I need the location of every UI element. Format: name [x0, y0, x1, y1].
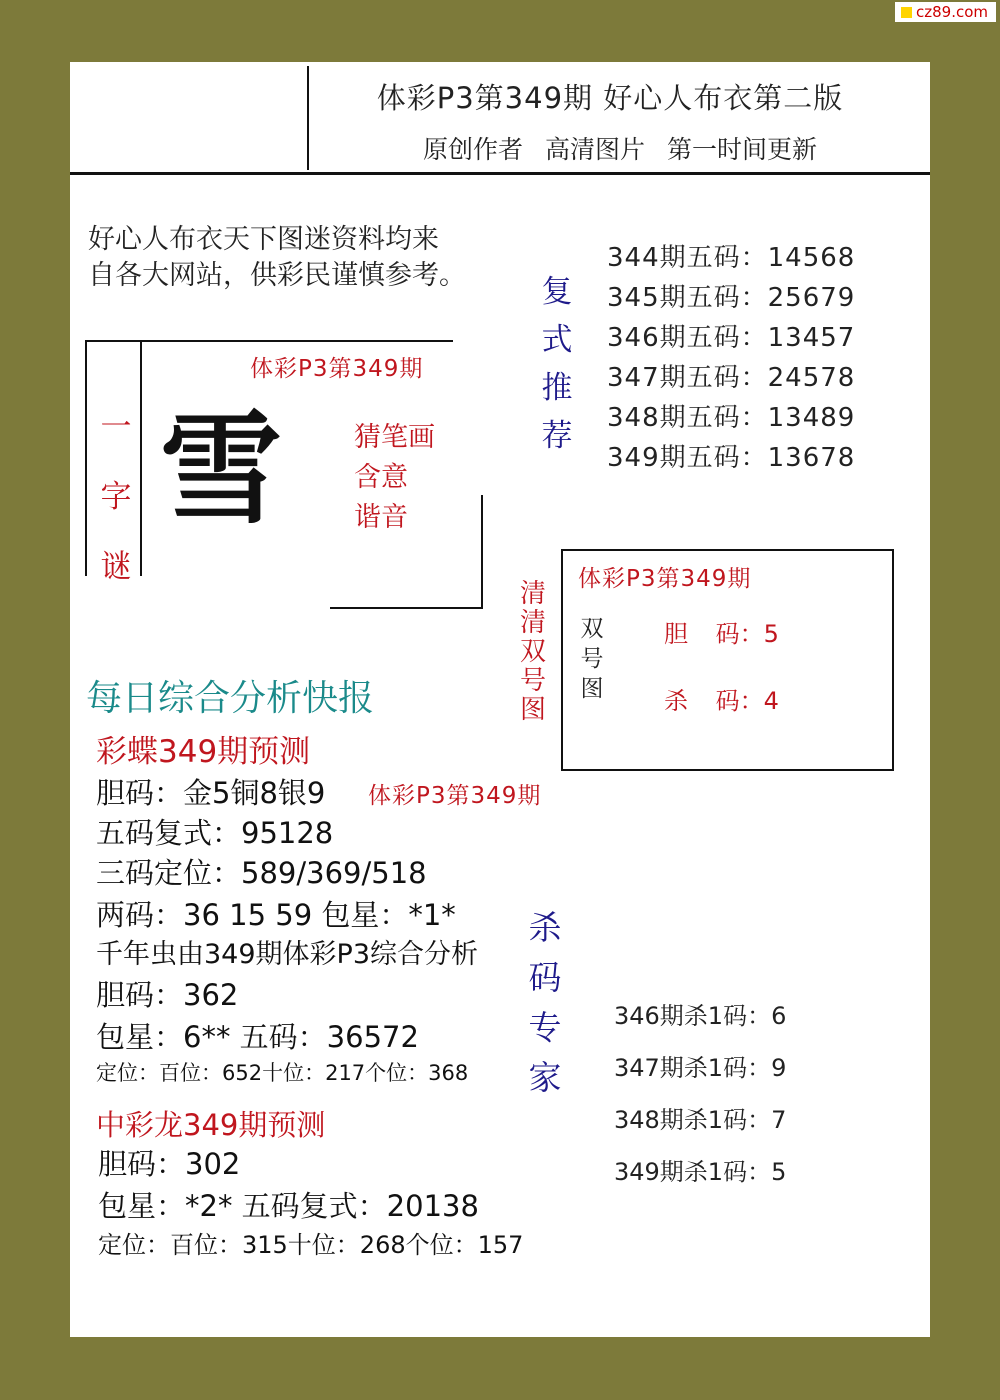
- shuanghao-issue: 体彩P3第349期: [578, 566, 752, 592]
- list-item: 347期五码：24578: [607, 363, 856, 393]
- kill-history-list: [614, 990, 786, 1198]
- riddle-border-bottom: [330, 607, 483, 609]
- shuanghao-sha: 杀 码：4: [664, 687, 779, 715]
- site-badge[interactable]: [895, 2, 996, 22]
- zhongcailong-title: 中彩龙349期预测: [96, 1108, 326, 1142]
- shuanghao-label-char: 清: [519, 579, 546, 609]
- shuanghao-label-char: 图: [519, 695, 546, 725]
- shuanghao-box-char: 双: [580, 616, 604, 642]
- shuanghao-box-char: 号: [580, 646, 604, 672]
- riddle-issue: 体彩P3第349期: [250, 356, 424, 382]
- qiannian-position: 定位：百位：652十位：217个位：368: [96, 1061, 469, 1085]
- shuanghao-label-char: 双: [519, 637, 546, 667]
- list-item: 346期杀1码：6: [614, 1002, 787, 1030]
- caidie-line: 胆码：金5铜8银9: [96, 776, 326, 810]
- riddle-label-char: 字: [100, 479, 132, 515]
- shuanghao-label-char: 号: [519, 666, 546, 696]
- caidie-line: 三码定位：589/369/518: [96, 856, 427, 890]
- section-title: 每日综合分析快报: [86, 678, 375, 719]
- caidie-issue-tag: 体彩P3第349期: [368, 783, 542, 809]
- riddle-hint: 猜笔画: [354, 422, 435, 453]
- riddle-label-char: 谜: [100, 549, 132, 585]
- riddle-hints: [354, 418, 435, 538]
- list-item: 345期五码：25679: [607, 283, 856, 313]
- riddle-character: 雪: [160, 399, 282, 541]
- list-item: 344期五码：14568: [607, 243, 856, 273]
- fushi-label: [537, 268, 577, 460]
- badge-square-icon: [901, 7, 912, 18]
- list-item: 348期杀1码：7: [614, 1106, 787, 1134]
- shuanghao-box-char: 图: [580, 676, 604, 702]
- fushi-label-char: 荐: [541, 418, 573, 454]
- zhongcailong-position: 定位：百位：315十位：268个位：157: [98, 1231, 524, 1259]
- caidie-title: 彩蝶349期预测: [96, 734, 311, 770]
- header-divider: [307, 66, 309, 170]
- caidie-line: 两码：36 15 59 包星：*1*: [96, 898, 456, 932]
- shuanghao-dan: 胆 码：5: [664, 620, 779, 648]
- zhongcailong-line: 胆码：302: [98, 1147, 241, 1181]
- kill-label-char: 杀: [528, 908, 562, 947]
- riddle-border-right: [481, 495, 483, 608]
- kill-label-char: 码: [528, 958, 562, 997]
- caidie-line: 五码复式：95128: [96, 816, 334, 850]
- riddle-border-inner: [140, 340, 142, 576]
- kill-label-char: 家: [528, 1058, 562, 1097]
- header-rule: [70, 172, 930, 175]
- fushi-label-char: 推: [541, 370, 573, 406]
- page-title: 体彩P3第349期 好心人布衣第二版: [376, 81, 844, 115]
- riddle-label: [96, 392, 136, 602]
- list-item: 349期杀1码：5: [614, 1158, 787, 1186]
- intro-line: 好心人布衣天下图迷资料均来: [88, 224, 439, 255]
- intro-line: 自各大网站，供彩民谨慎参考。: [88, 260, 466, 291]
- fushi-label-char: 复: [541, 274, 573, 310]
- list-item: 346期五码：13457: [607, 323, 856, 353]
- riddle-label-char: 一: [100, 409, 132, 445]
- list-item: 349期五码：13678: [607, 443, 856, 473]
- qiannian-title: 千年虫由349期体彩P3综合分析: [96, 939, 478, 970]
- shuanghao-label: [513, 580, 553, 725]
- kill-label-char: 专: [528, 1008, 562, 1047]
- site-badge-text: cz89.com: [915, 3, 988, 21]
- list-item: 347期杀1码：9: [614, 1054, 787, 1082]
- intro-text: [88, 222, 508, 294]
- riddle-hint: 含意: [354, 462, 408, 493]
- zhongcailong-line: 包星：*2* 五码复式：20138: [98, 1189, 479, 1223]
- qiannian-line: 胆码：362: [96, 978, 239, 1012]
- fushi-label-char: 式: [541, 322, 573, 358]
- qiannian-line: 包星：6** 五码：36572: [96, 1020, 419, 1054]
- list-item: 348期五码：13489: [607, 403, 856, 433]
- shuanghao-box-label: [577, 614, 607, 704]
- fushi-history-list: [607, 238, 855, 478]
- page-subtitle: 原创作者 高清图片 第一时间更新: [423, 135, 817, 164]
- riddle-border-left: [85, 340, 87, 576]
- kill-label: [525, 903, 565, 1103]
- riddle-hint: 谐音: [354, 502, 408, 533]
- shuanghao-label-char: 清: [519, 608, 546, 638]
